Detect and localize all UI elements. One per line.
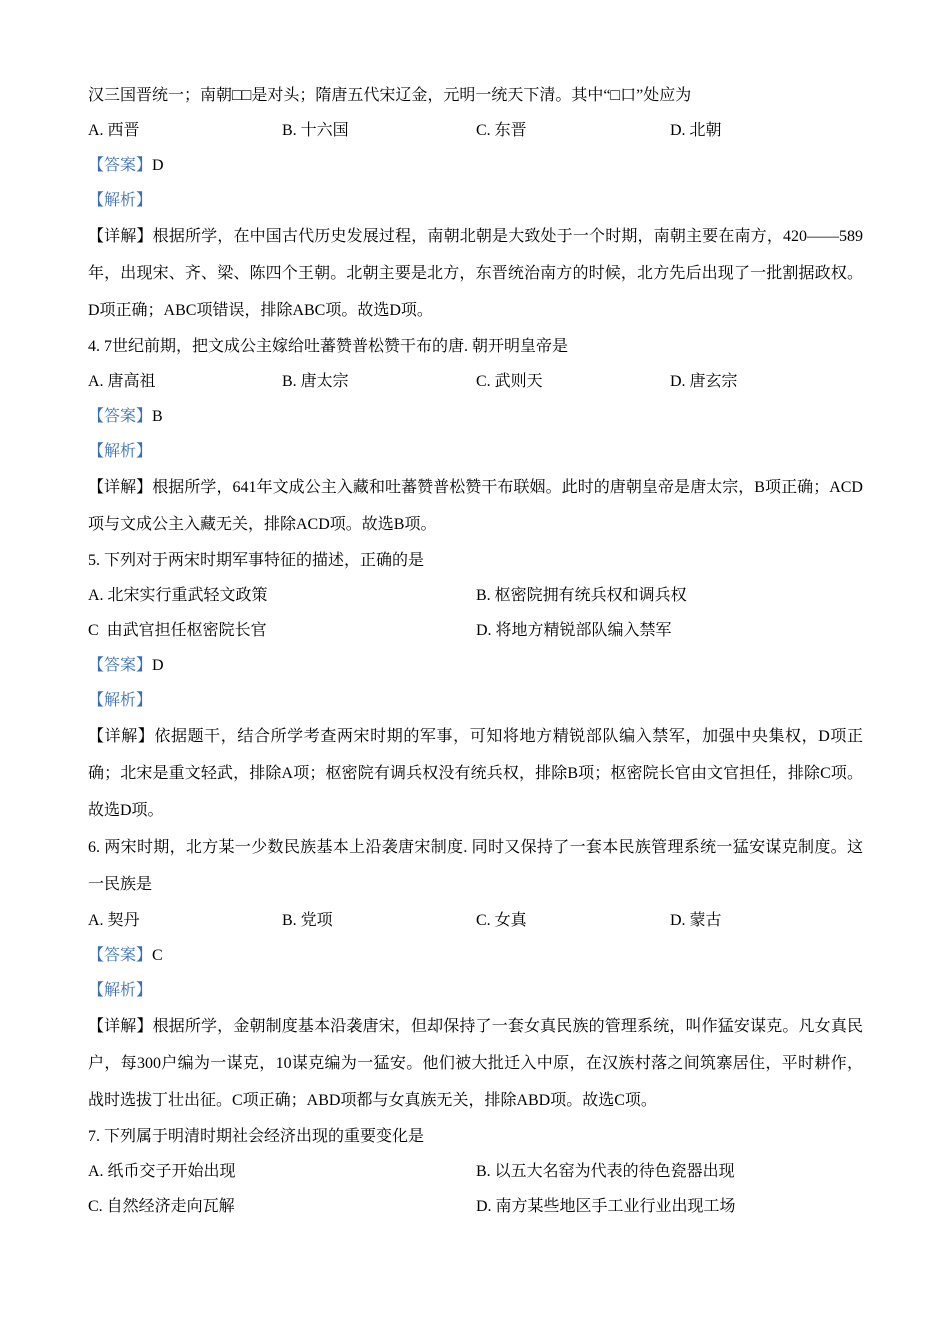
q7-options-row1 [88,1154,863,1189]
answer-value: D [152,157,164,174]
q3-option-b: B. 十六国 [282,122,349,139]
detail-text: 根据所学，641年文成公主入藏和吐蕃赞普松赞干布联姻。此时的唐朝皇帝是唐太宗，B项正确；ACD项与文成公主入藏无关，排除ACD项。故选B项。 [88,479,863,533]
q6-option-d: D. 蒙古 [670,912,722,929]
q5-options-row1 [88,578,863,613]
q4-options [88,364,863,399]
q5-stem: 5. 下列对于两宋时期军事特征的描述，正确的是 [88,552,425,569]
answer-value: D [152,657,164,674]
q7-stem: 7. 下列属于明清时期社会经济出现的重要变化是 [88,1128,425,1145]
q6-option-b: B. 党项 [282,912,333,929]
answer-tag: 【答案】 [88,657,153,674]
q5-analysis-heading [88,683,863,718]
q3-answer [88,148,863,183]
q7-options-row2 [88,1189,863,1224]
q7-option-d: D. 南方某些地区手工业行业出现工场 [476,1198,736,1215]
detail-tag: 【详解】 [88,728,155,745]
q4-stem: 4. 7世纪前期，把文成公主嫁给吐蕃赞普松赞干布的唐. 朝开明皇帝是 [88,338,569,355]
answer-tag: 【答案】 [88,947,153,964]
detail-text: 依据题干，结合所学考查两宋时期的军事，可知将地方精锐部队编入禁军，加强中央集权，D项正确；北宋是重文轻武，排除A项；枢密院有调兵权没有统兵权，排除B项；枢密院长官由文官担任，排除C项。故选D项。 [88,728,863,819]
q7-option-c: C. 自然经济走向瓦解 [88,1198,235,1215]
q6-option-a: A. 契丹 [88,912,140,929]
q4-answer [88,399,863,434]
q7-option-b: B. 以五大名窑为代表的待色瓷器出现 [476,1163,735,1180]
q5-option-a: A. 北宋实行重武轻文政策 [88,587,268,604]
detail-tag: 【详解】 [88,479,153,496]
q5-option-d: D. 将地方精锐部队编入禁军 [476,622,672,639]
q4-option-c: C. 武则天 [476,373,543,390]
q6-answer [88,938,863,973]
q6-detail [88,1008,863,1119]
q5-answer [88,648,863,683]
q4-option-d: D. 唐玄宗 [670,373,738,390]
answer-tag: 【答案】 [88,157,153,174]
exam-page [88,78,863,1224]
analysis-tag: 【解析】 [88,192,153,209]
answer-tag: 【答案】 [88,408,153,425]
detail-text: 根据所学，金朝制度基本沿袭唐宋，但却保持了一套女真民族的管理系统，叫作猛安谋克。凡女真民户，每300户编为一谋克，10谋克编为一猛安。他们被大批迁入中原，在汉族村落之间筑寨居住，平时耕作，战时选拔丁壮出征。C项正确；ABD项都与女真族无关，排除ABD项。故选C项。 [88,1018,863,1109]
q5-detail [88,718,863,829]
analysis-tag: 【解析】 [88,692,153,709]
q4-option-a: A. 唐高祖 [88,373,156,390]
q3-option-a: A. 西晋 [88,122,140,139]
q6-analysis-heading [88,973,863,1008]
q3-analysis-heading [88,183,863,218]
q4-analysis-heading [88,434,863,469]
q3-detail [88,218,863,329]
answer-value: B [152,408,163,425]
answer-value: C [152,947,163,964]
q6-options [88,903,863,938]
detail-tag: 【详解】 [88,1018,153,1035]
q5-options-row2 [88,613,863,648]
q5-option-b: B. 枢密院拥有统兵权和调兵权 [476,587,687,604]
analysis-tag: 【解析】 [88,982,153,999]
q5-option-c: C 由武官担任枢密院长官 [88,622,267,639]
detail-tag: 【详解】 [88,228,153,245]
detail-text: 根据所学，在中国古代历史发展过程，南朝北朝是大致处于一个时期，南朝主要在南方，420——589年，出现宋、齐、梁、陈四个王朝。北朝主要是北方，东晋统治南方的时候，北方先后出现了一批割据政权。D项正确；ABC项错误，排除ABC项。故选D项。 [88,228,863,319]
q3-options [88,113,863,148]
q3-stem: 汉三国晋统一；南朝□□是对头；隋唐五代宋辽金，元明一统天下清。其中“□口”处应为 [88,87,692,104]
q7-option-a: A. 纸币交子开始出现 [88,1163,236,1180]
q4-option-b: B. 唐太宗 [282,373,349,390]
q3-option-d: D. 北朝 [670,122,722,139]
q4-detail [88,469,863,543]
q6-option-c: C. 女真 [476,912,527,929]
q3-option-c: C. 东晋 [476,122,527,139]
analysis-tag: 【解析】 [88,443,153,460]
q6-stem: 6. 两宋时期，北方某一少数民族基本上沿袭唐宋制度. 同时又保持了一套本民族管理系统一猛安谋克制度。这一民族是 [88,839,863,893]
